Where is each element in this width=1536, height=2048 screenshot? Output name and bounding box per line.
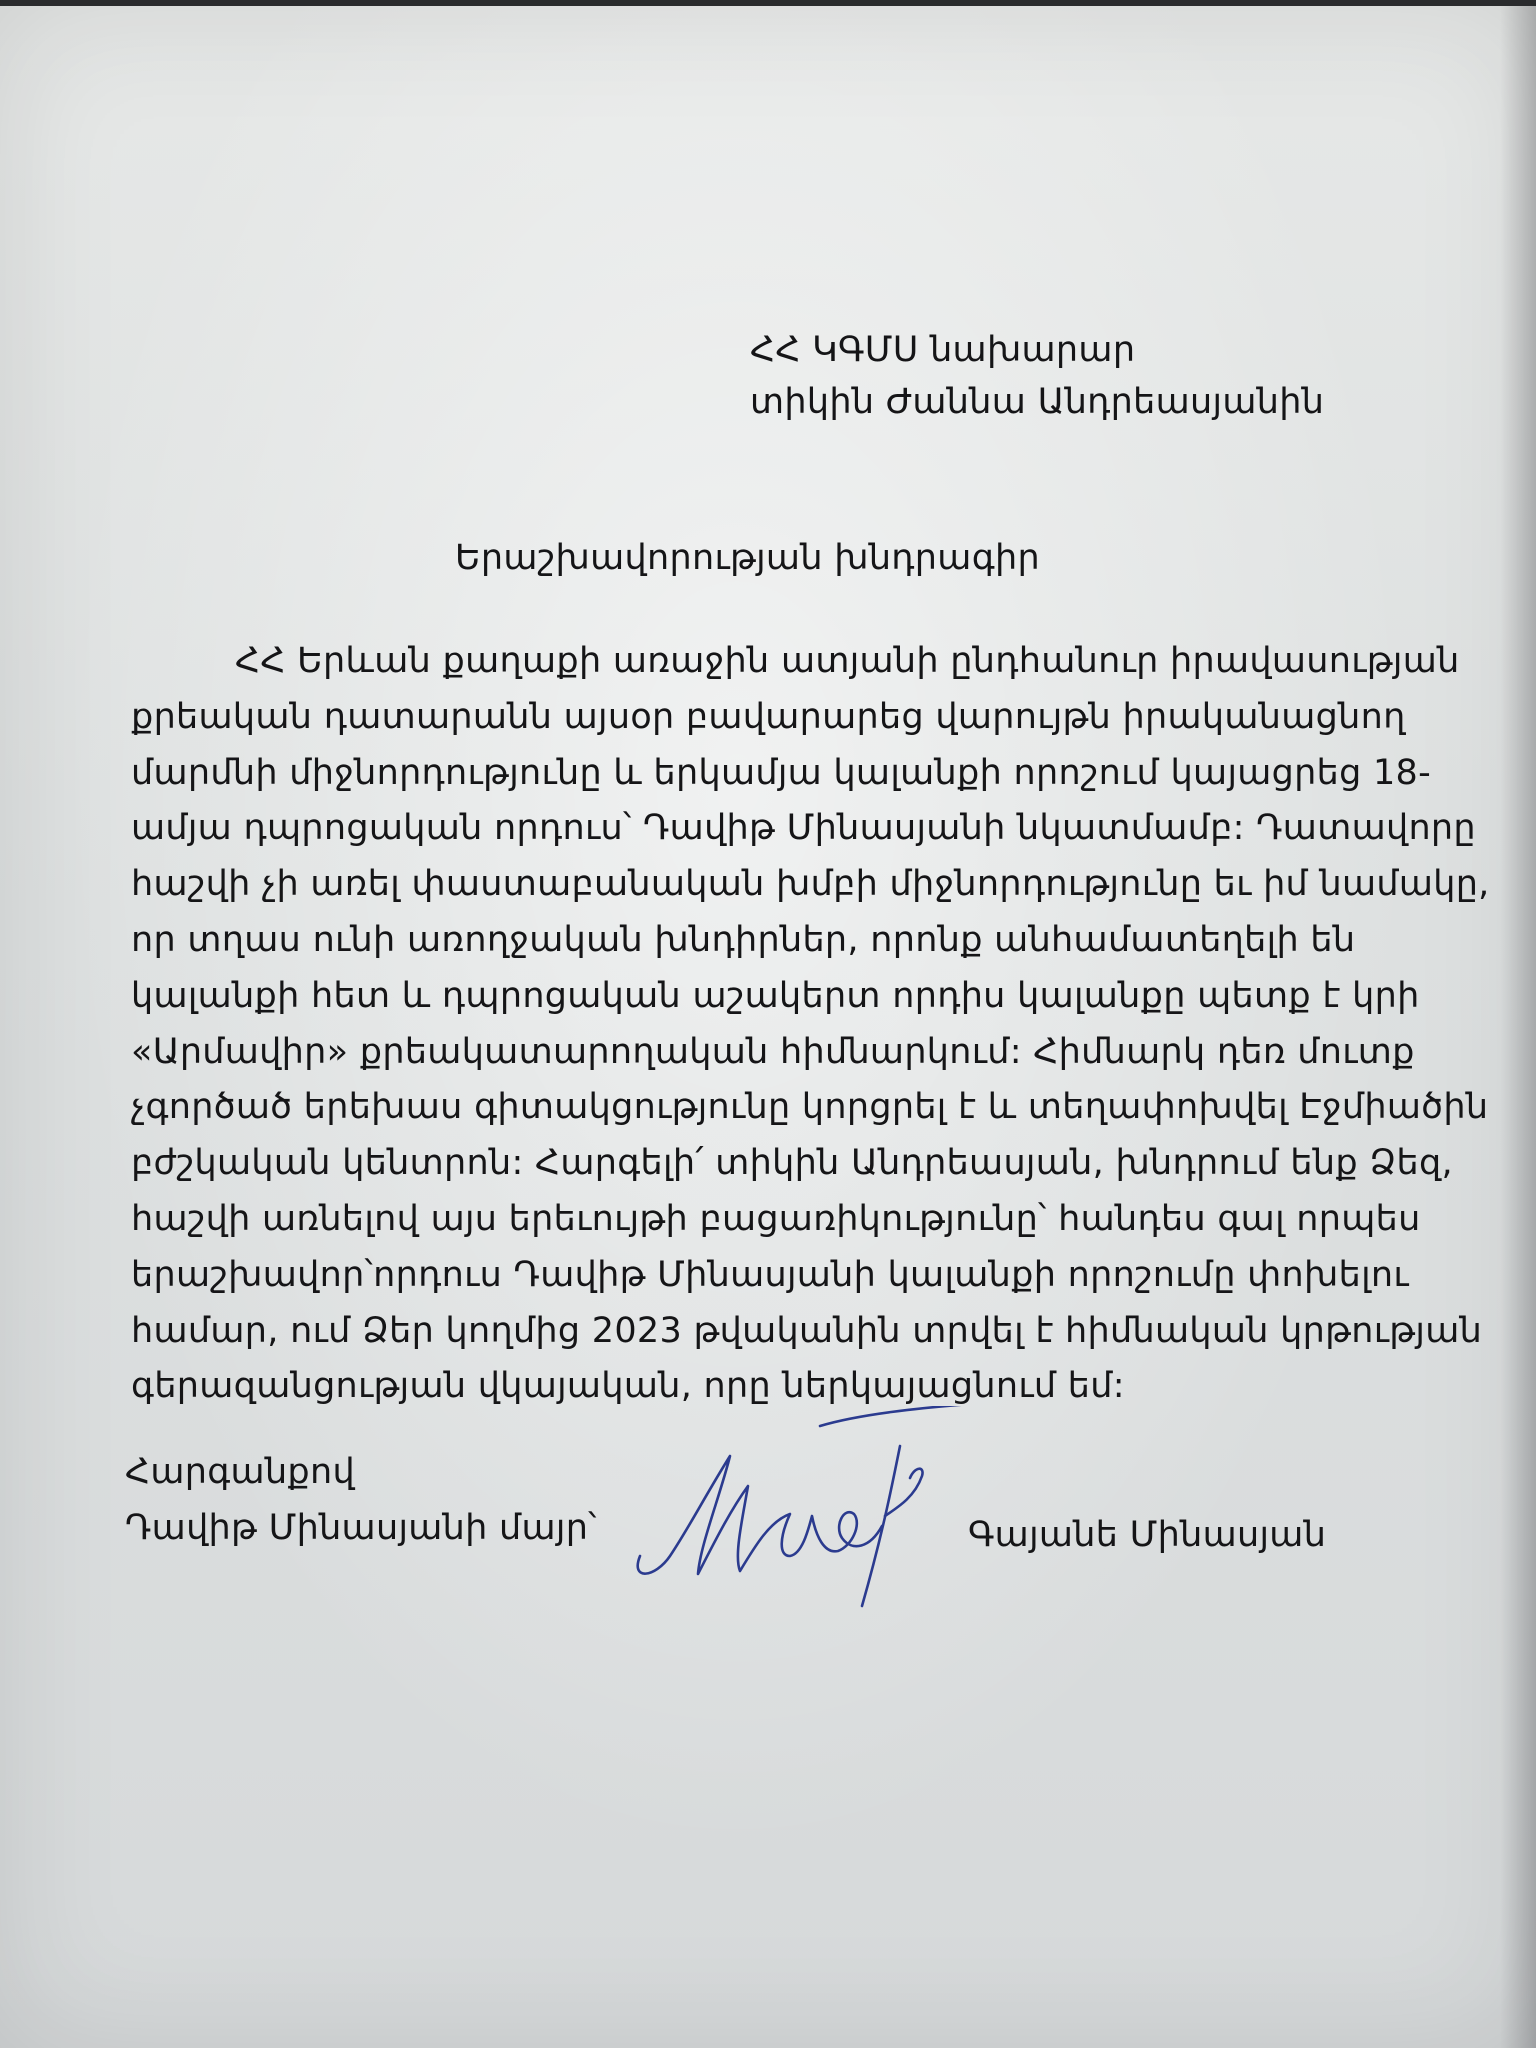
handwritten-signature xyxy=(630,1406,980,1616)
body-line: հաշվի չի առել փաստաբանական խմբի միջնորդությունը եւ իմ նամակը, xyxy=(131,864,1490,905)
closing-relation: Դավիթ Մինասյանի մայր՝ xyxy=(125,1508,597,1548)
body-line: «Արմավիր» քրեակատարողական հիմնարկում: Հիմնարկ դեռ մուտք xyxy=(131,1031,1415,1072)
body-line: հաշվի առնելով այս երեւույթի բացառիկությունը՝ հանդես գալ որպես xyxy=(131,1198,1421,1239)
body-line: ՀՀ Երևան քաղաքի առաջին ատյանի ընդհանուր իրավասության xyxy=(235,641,1460,681)
addressee-block xyxy=(750,324,1324,428)
letter-paper xyxy=(0,6,1536,2048)
body-line: գերազանցության վկայական, որը ներկայացնում եմ: xyxy=(131,1366,1125,1407)
body-line: համար, ում Ձեր կողմից 2023 թվականին տրվել է հիմնական կրթության xyxy=(131,1310,1483,1351)
body-line: բժշկական կենտրոն: Հարգելի՛ տիկին Անդրեասյան, խնդրում ենք Ձեզ, xyxy=(131,1143,1453,1184)
closing-block xyxy=(125,1444,597,1556)
body-line: կալանքի հետ և դպրոցական աշակերտ որդիս կալանքը պետք է կրի xyxy=(131,975,1420,1016)
closing-regards: Հարգանքով xyxy=(125,1452,355,1492)
body-line: որ տղաս ունի առողջական խնդիրներ, որոնք անհամատեղելի են xyxy=(131,919,1356,960)
body-line: մարմնի միջնորդությունը և երկամյա կալանքի որոշում կայացրեց 18- xyxy=(131,752,1432,793)
letter-title: Երաշխավորության խնդրագիր xyxy=(455,538,1040,578)
signature-stroke xyxy=(638,1456,882,1574)
signer-name: Գայանե Մինասյան xyxy=(968,1515,1327,1555)
letter-body xyxy=(131,634,1501,1415)
signature-stroke xyxy=(820,1406,970,1426)
addressee-line-2: տիկին Ժաննա Անդրեասյանին xyxy=(750,382,1325,422)
body-line: երաշխավոր՝որդուս Դավիթ Մինասյանի կալանքի որոշումը փոխելու xyxy=(131,1254,1409,1295)
body-line: քրեական դատարանն այսօր բավարարեց վարույթն իրականացնող xyxy=(131,696,1406,737)
addressee-line-1: ՀՀ ԿԳՄՍ նախարար xyxy=(750,330,1136,370)
body-line: ամյա դպրոցական որդուս՝ Դավիթ Մինասյանի նկատմամբ: Դատավորը xyxy=(131,808,1476,849)
body-line: չգործած երեխաս գիտակցությունը կորցրել է և տեղափոխվել Էջմիածին xyxy=(131,1087,1489,1128)
